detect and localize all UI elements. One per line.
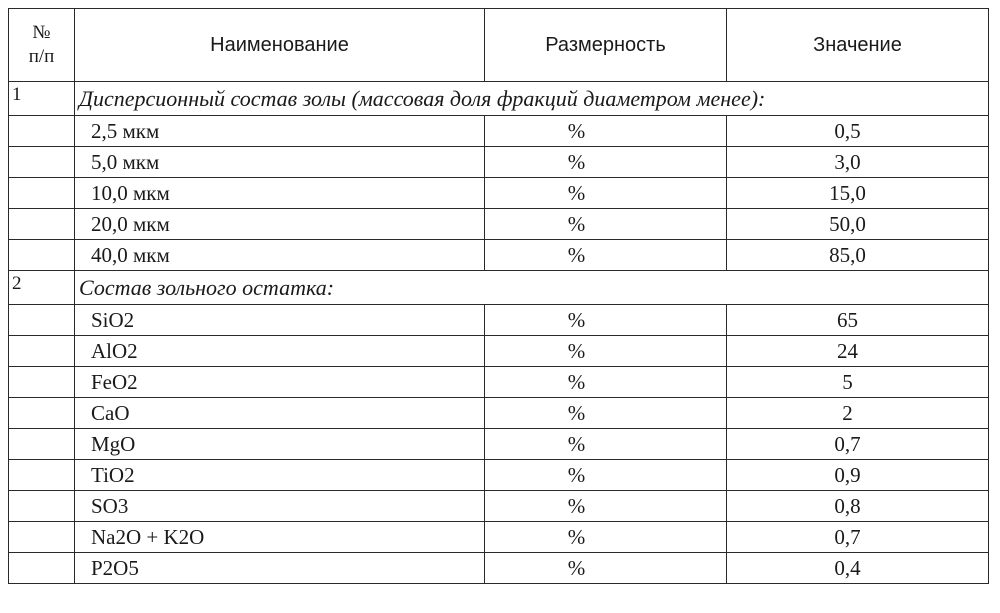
row-value-cell: 65 <box>727 305 989 336</box>
section-number: 1 <box>9 82 75 116</box>
row-unit-cell: % <box>485 116 727 147</box>
row-number-cell <box>9 305 75 336</box>
table-row <box>9 116 989 147</box>
row-value-cell: 2 <box>727 398 989 429</box>
table-row <box>9 398 989 429</box>
row-unit-cell: % <box>485 147 727 178</box>
row-number-cell <box>9 240 75 271</box>
row-value-cell: 3,0 <box>727 147 989 178</box>
section-title: Дисперсионный состав золы (массовая доля фракций диаметром менее): <box>75 82 989 116</box>
row-value-cell: 0,4 <box>727 553 989 584</box>
table-row <box>9 553 989 584</box>
table-row <box>9 491 989 522</box>
row-name-cell: CaO <box>75 398 485 429</box>
row-number-cell <box>9 460 75 491</box>
table-row <box>9 209 989 240</box>
section-title: Состав зольного остатка: <box>75 271 989 305</box>
row-unit-cell: % <box>485 178 727 209</box>
row-name-cell: TiO2 <box>75 460 485 491</box>
header-number-symbol: № <box>32 22 51 43</box>
row-number-cell <box>9 429 75 460</box>
row-value-cell: 0,7 <box>727 429 989 460</box>
header-name: Наименование <box>75 9 485 82</box>
table-row <box>9 367 989 398</box>
row-number-cell <box>9 491 75 522</box>
table-row <box>9 240 989 271</box>
table-row <box>9 147 989 178</box>
row-value-cell: 50,0 <box>727 209 989 240</box>
row-number-cell <box>9 178 75 209</box>
row-name-cell: P2O5 <box>75 553 485 584</box>
row-unit-cell: % <box>485 240 727 271</box>
row-name-cell: SO3 <box>75 491 485 522</box>
table-row <box>9 429 989 460</box>
row-value-cell: 5 <box>727 367 989 398</box>
row-unit-cell: % <box>485 553 727 584</box>
table-row <box>9 305 989 336</box>
row-number-cell <box>9 367 75 398</box>
row-name-cell: SiO2 <box>75 305 485 336</box>
row-unit-cell: % <box>485 209 727 240</box>
header-number-abbrev: п/п <box>28 46 55 67</box>
table-row <box>9 178 989 209</box>
section-number: 2 <box>9 271 75 305</box>
table-row <box>9 460 989 491</box>
row-unit-cell: % <box>485 522 727 553</box>
row-number-cell <box>9 147 75 178</box>
row-name-cell: 20,0 мкм <box>75 209 485 240</box>
row-name-cell: 5,0 мкм <box>75 147 485 178</box>
row-value-cell: 0,9 <box>727 460 989 491</box>
row-unit-cell: % <box>485 305 727 336</box>
table-row <box>9 522 989 553</box>
row-value-cell: 0,5 <box>727 116 989 147</box>
row-name-cell: AlO2 <box>75 336 485 367</box>
row-name-cell: 2,5 мкм <box>75 116 485 147</box>
row-number-cell <box>9 336 75 367</box>
row-number-cell <box>9 398 75 429</box>
row-value-cell: 0,8 <box>727 491 989 522</box>
row-number-cell <box>9 116 75 147</box>
row-name-cell: FeO2 <box>75 367 485 398</box>
ash-composition-table <box>8 8 989 584</box>
row-unit-cell: % <box>485 491 727 522</box>
row-name-cell: MgO <box>75 429 485 460</box>
row-unit-cell: % <box>485 336 727 367</box>
row-name-cell: 10,0 мкм <box>75 178 485 209</box>
row-number-cell <box>9 553 75 584</box>
row-number-cell <box>9 209 75 240</box>
header-unit: Размерность <box>485 9 727 82</box>
row-name-cell: 40,0 мкм <box>75 240 485 271</box>
section-row <box>9 82 989 116</box>
document-sheet <box>8 8 988 605</box>
row-value-cell: 24 <box>727 336 989 367</box>
row-unit-cell: % <box>485 367 727 398</box>
row-name-cell: Na2O + K2O <box>75 522 485 553</box>
row-unit-cell: % <box>485 460 727 491</box>
row-unit-cell: % <box>485 398 727 429</box>
header-value: Значение <box>727 9 989 82</box>
row-value-cell: 15,0 <box>727 178 989 209</box>
table-row <box>9 336 989 367</box>
table-header-row <box>9 9 989 82</box>
section-row <box>9 271 989 305</box>
row-number-cell <box>9 522 75 553</box>
header-number <box>9 9 75 82</box>
row-value-cell: 85,0 <box>727 240 989 271</box>
row-value-cell: 0,7 <box>727 522 989 553</box>
row-unit-cell: % <box>485 429 727 460</box>
